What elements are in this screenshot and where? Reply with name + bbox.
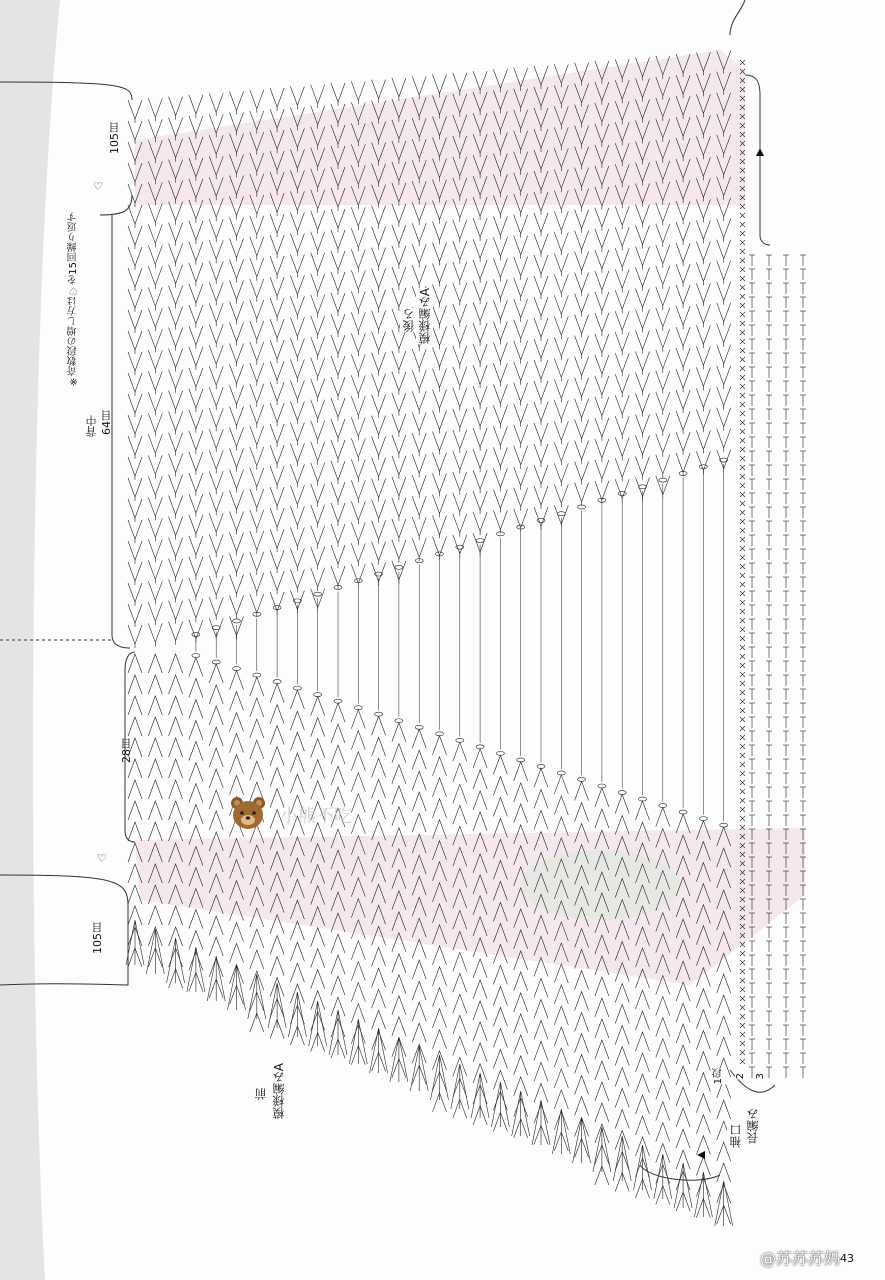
heart-marker: ♡ [97, 852, 107, 865]
front-title: 前 [254, 1088, 268, 1100]
note-label: ※奇数段の増し方は♡を15回繰り返す [68, 212, 79, 387]
back-center-count: 64目 [100, 410, 113, 435]
front-top-count-label: 28目 [120, 738, 133, 763]
back-title: 後ろ [402, 308, 416, 332]
weibo-watermark: @苏苏苏妈 [760, 1249, 841, 1268]
back-center-label: 背中 [85, 415, 98, 437]
bear-sticker-icon [229, 795, 267, 831]
bottom-count-label: 105目 [91, 922, 104, 954]
faint-watermark: 小熊不吃 [280, 806, 352, 827]
row-3-label: 3 [755, 1073, 766, 1080]
page-number: 43 [840, 1252, 854, 1265]
back-pattern: 模様編みA [418, 288, 432, 345]
heart-marker: ♡ [93, 180, 103, 193]
sleeve-title: 袖口 [729, 1124, 743, 1148]
row-2-label: 2 [735, 1073, 746, 1080]
row-1-label: 1段 [713, 1068, 724, 1085]
sleeve-pattern: 長編み [746, 1108, 760, 1144]
top-count-label: 105目 [108, 122, 121, 154]
front-pattern: 模様編みA [272, 1063, 286, 1120]
